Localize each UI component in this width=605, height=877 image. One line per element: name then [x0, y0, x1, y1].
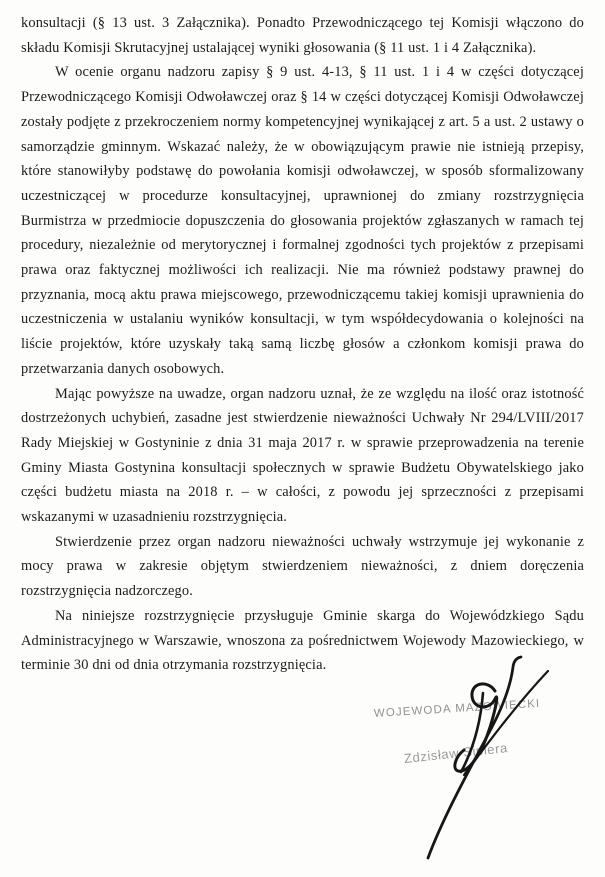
paragraph-conclusion: Mając powyższe na uwadze, organ nadzoru uznał, że ze względu na ilość oraz istotność dostrzeżonych uchybień, zasadne jest stwierdzenie nieważności Uchwały Nr 294/LVIII/2017 Rady Miejskiej w Gostyninie z dnia 31 maja 2017 r. w sprawie przeprowadzenia na terenie Gminy Miasta Gostynina konsultacji społecznych w sprawie Budżetu Obywatelskiego jako części budżetu miasta na 2018 r. – w całości, z powodu jej sprzeczności z przepisami wskazanymi w uzasadnieniu rozstrzygnięcia. — [21, 385, 584, 526]
paragraph-suspension: Stwierdzenie przez organ nadzoru nieważności uchwały wstrzymuje jej wykonanie z mocy prawa w zakresie objętym stwierdzeniem nieważności, z dniem doręczenia rozstrzygnięcia nadzorczego. — [21, 533, 584, 600]
signer-title: WOJEWODA MAZOWIECKI — [373, 697, 541, 720]
handwritten-signature-icon — [398, 653, 573, 877]
letter-body — [21, 11, 584, 678]
paragraph-appeal-rights: Na niniejsze rozstrzygnięcie przysługuje Gminie skarga do Wojewódzkiego Sądu Administracyjnego w Warszawie, wnoszona za pośrednictwem Wojewody Mazowieckiego, w terminie 30 dni od dnia otrzymania rozstrzygnięcia. — [21, 607, 584, 674]
paragraph-continuation: konsultacji (§ 13 ust. 3 Załącznika). Ponadto Przewodniczącego tej Komisji włączono do składu Komisji Skrutacyjnej ustalającej wyniki głosowania (§ 11 ust. 1 i 4 Załącznika). — [21, 15, 584, 56]
paragraph-assessment: W ocenie organu nadzoru zapisy § 9 ust. 4-13, § 11 ust. 1 i 4 w części dotyczącej Przewodniczącego Komisji Odwoławczej oraz § 14 w części dotyczącej Komisji Odwoławczej zostały podjęte z przekroczeniem normy kompetencyjnej wynikającej z art. 5 a ust. 2 ustawy o samorządzie gminnym. Wskazać należy, że w obowiązującym prawie nie istnieją przepisy, które stanowiłyby podstawę do powołania komisji odwoławczej, w sposób sformalizowany uczestniczącej w procedurze konsultacyjnej, uprawnionej do zmiany rozstrzygnięcia Burmistrza w przedmiocie dopuszczenia do głosowania projektów zgłaszanych w ramach tej procedury, niezależnie od merytorycznej i formalnej zgodności tych projektów z przepisami prawa oraz faktycznej możliwości ich realizacji. Nie ma również podstawy prawnej do przyznania, mocą aktu prawa miejscowego, przewodniczącemu takiej komisji uprawnienia do uczestniczenia w ustalaniu wyników konsultacji, w tym współdecydowania o kolejności na liście projektów, które uzyskały taką samą liczbę głosów a członkom komisji prawa do przetwarzania danych osobowych. — [21, 64, 584, 377]
signer-name: Zdzisław Sipiera — [403, 740, 509, 766]
